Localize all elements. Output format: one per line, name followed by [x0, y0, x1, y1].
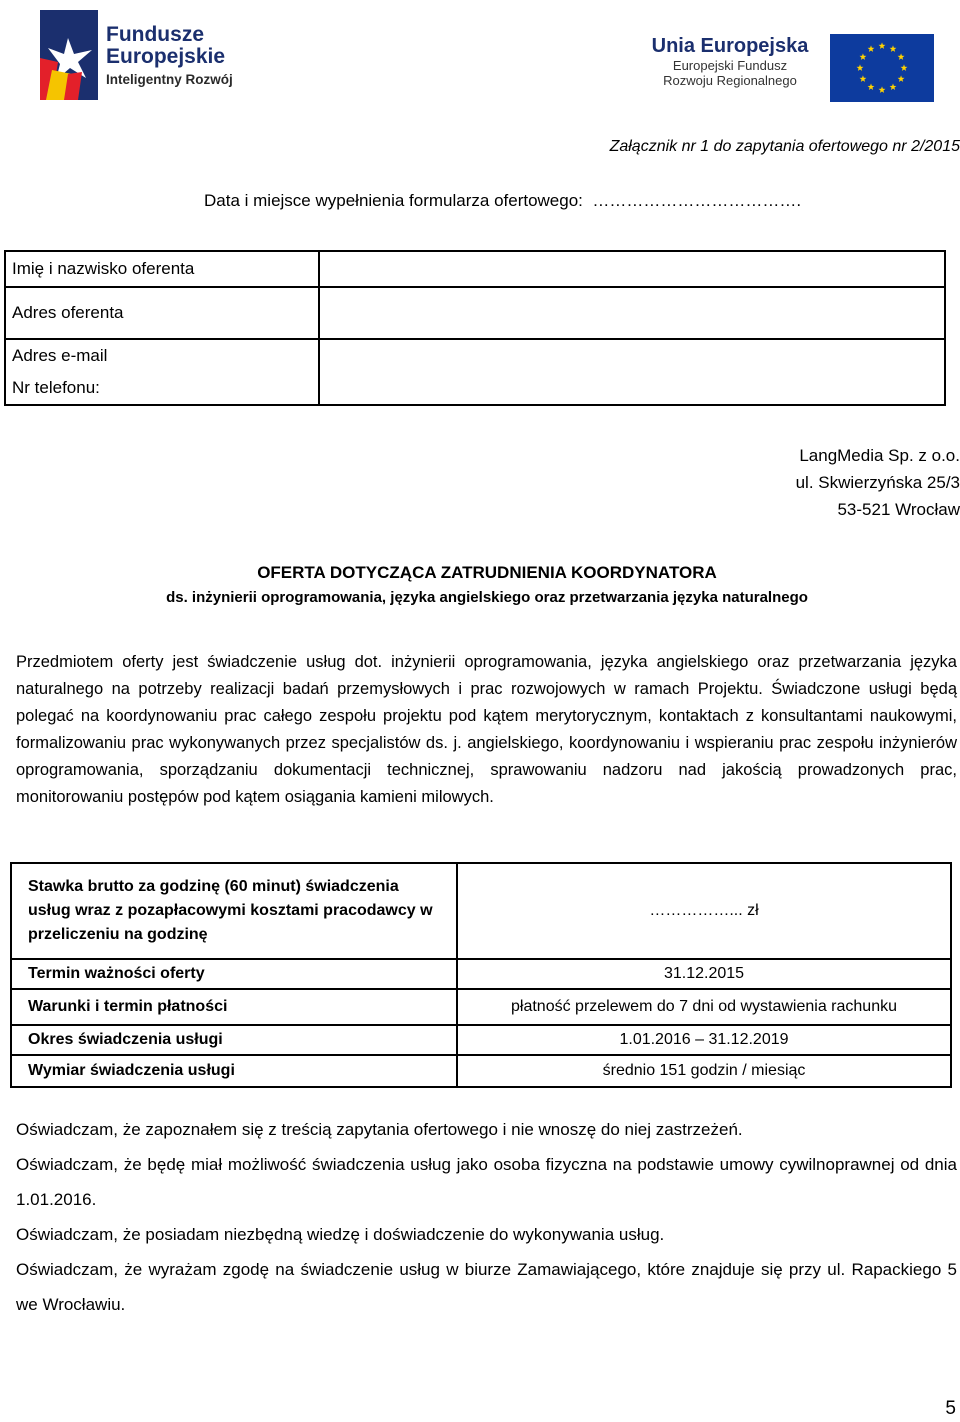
offerer-name-field[interactable]	[319, 251, 945, 287]
service-scope-value: średnio 151 godzin / miesiąc	[457, 1055, 951, 1087]
offerer-name-label: Imię i nazwisko oferenta	[5, 251, 319, 287]
declaration-2: Oświadczam, że będę miał możliwość świadczenia usług jako osoba fizyczna na podstawie umowy cywilnoprawnej od dnia 1.01.2016.	[16, 1155, 957, 1209]
offerer-address-label: Adres oferenta	[5, 287, 319, 339]
hourly-rate-label: Stawka brutto za godzinę (60 minut) świadczenia usług wraz z pozapłacowymi kosztami pracodawcy w przeliczeniu na godzinę	[11, 863, 457, 959]
date-place-line: Data i miejsce wypełnienia formularza ofertowego: ……………………………….	[204, 191, 802, 210]
addressee-city: 53-521 Wrocław	[837, 500, 960, 519]
validity-label: Termin ważności oferty	[11, 959, 457, 989]
offerer-contact-field[interactable]	[319, 339, 945, 405]
ue-line1: Unia Europejska	[651, 35, 809, 57]
addressee-street: ul. Skwierzyńska 25/3	[795, 473, 960, 492]
offerer-phone-label: Nr telefonu:	[12, 378, 100, 397]
declaration-3: Oświadczam, że posiadam niezbędną wiedzę i doświadczenie do wykonywania usług.	[16, 1225, 665, 1244]
service-period-value: 1.01.2016 – 31.12.2019	[457, 1025, 951, 1055]
fe-line1: Fundusze	[106, 23, 204, 46]
declaration-1: Oświadczam, że zapoznałem się z treścią zapytania ofertowego i nie wnoszę do niej zastrzeżeń.	[16, 1120, 743, 1139]
eu-flag-icon	[830, 34, 934, 102]
service-scope-label: Wymiar świadczenia usługi	[11, 1055, 457, 1087]
validity-value: 31.12.2015	[457, 959, 951, 989]
service-period-label: Okres świadczenia usługi	[11, 1025, 457, 1055]
page-number: 5	[945, 1398, 956, 1419]
addressee-block	[796, 442, 960, 523]
fundusze-europejskie-logo	[38, 10, 278, 102]
offer-subtitle: ds. inżynierii oprogramowania, języka angielskiego oraz przetwarzania języka naturalnego	[166, 589, 808, 606]
addressee-company: LangMedia Sp. z o.o.	[799, 446, 960, 465]
fe-wordmark	[106, 24, 233, 90]
declaration-4: Oświadczam, że wyrażam zgodę na świadczenie usług w biurze Zamawiającego, które znajduje się przy ul. Rapackiego 5 we Wrocławiu.	[16, 1260, 957, 1314]
offerer-email-label: Adres e-mail	[12, 346, 108, 365]
fe-line2: Europejskie	[106, 45, 226, 68]
hourly-rate-value[interactable]: ……………... zł	[457, 863, 951, 959]
fe-line3: Inteligentny Rozwój	[106, 72, 233, 87]
fe-star-emblem-icon	[38, 10, 102, 102]
contact-labels-cell	[5, 339, 319, 405]
payment-terms-label: Warunki i termin płatności	[11, 989, 457, 1025]
offer-subject-paragraph: Przedmiotem oferty jest świadczenie usług dot. inżynierii oprogramowania, języka angielskiego oraz przetwarzania języka naturalnego na potrzeby realizacji badań przemysłowych i prac rozwojowych w ramach Projektu. Świadczone usługi będą polegać na koordynowaniu prac całego zespołu projektu pod kątem merytorycznym, kontaktach z konsultantami naukowymi, formalizowaniu prac wykonywanych przez specjalistów ds. j. angielskiego, koordynowaniu i wspieraniu prac zespołu inżynierów oprogramowania, sporządzaniu dokumentacji technicznej, sprawowaniu nadzoru nad jakością prowadzonych prac, monitorowaniu postępów pod kątem osiągania kamieni milowych.	[16, 653, 957, 806]
offer-terms-table	[10, 862, 952, 1088]
ue-wordmark	[640, 34, 820, 88]
offer-title: OFERTA DOTYCZĄCA ZATRUDNIENIA KOORDYNATORA	[257, 563, 717, 582]
offerer-details-table	[4, 250, 946, 406]
annex-reference: Załącznik nr 1 do zapytania ofertowego nr 2/2015	[609, 138, 960, 155]
ue-line2: Europejski Fundusz	[672, 58, 788, 73]
ue-line3: Rozwoju Regionalnego	[663, 73, 797, 88]
payment-terms-value: płatność przelewem do 7 dni od wystawienia rachunku	[457, 989, 951, 1025]
unia-europejska-logo	[640, 34, 936, 104]
offerer-address-field[interactable]	[319, 287, 945, 339]
